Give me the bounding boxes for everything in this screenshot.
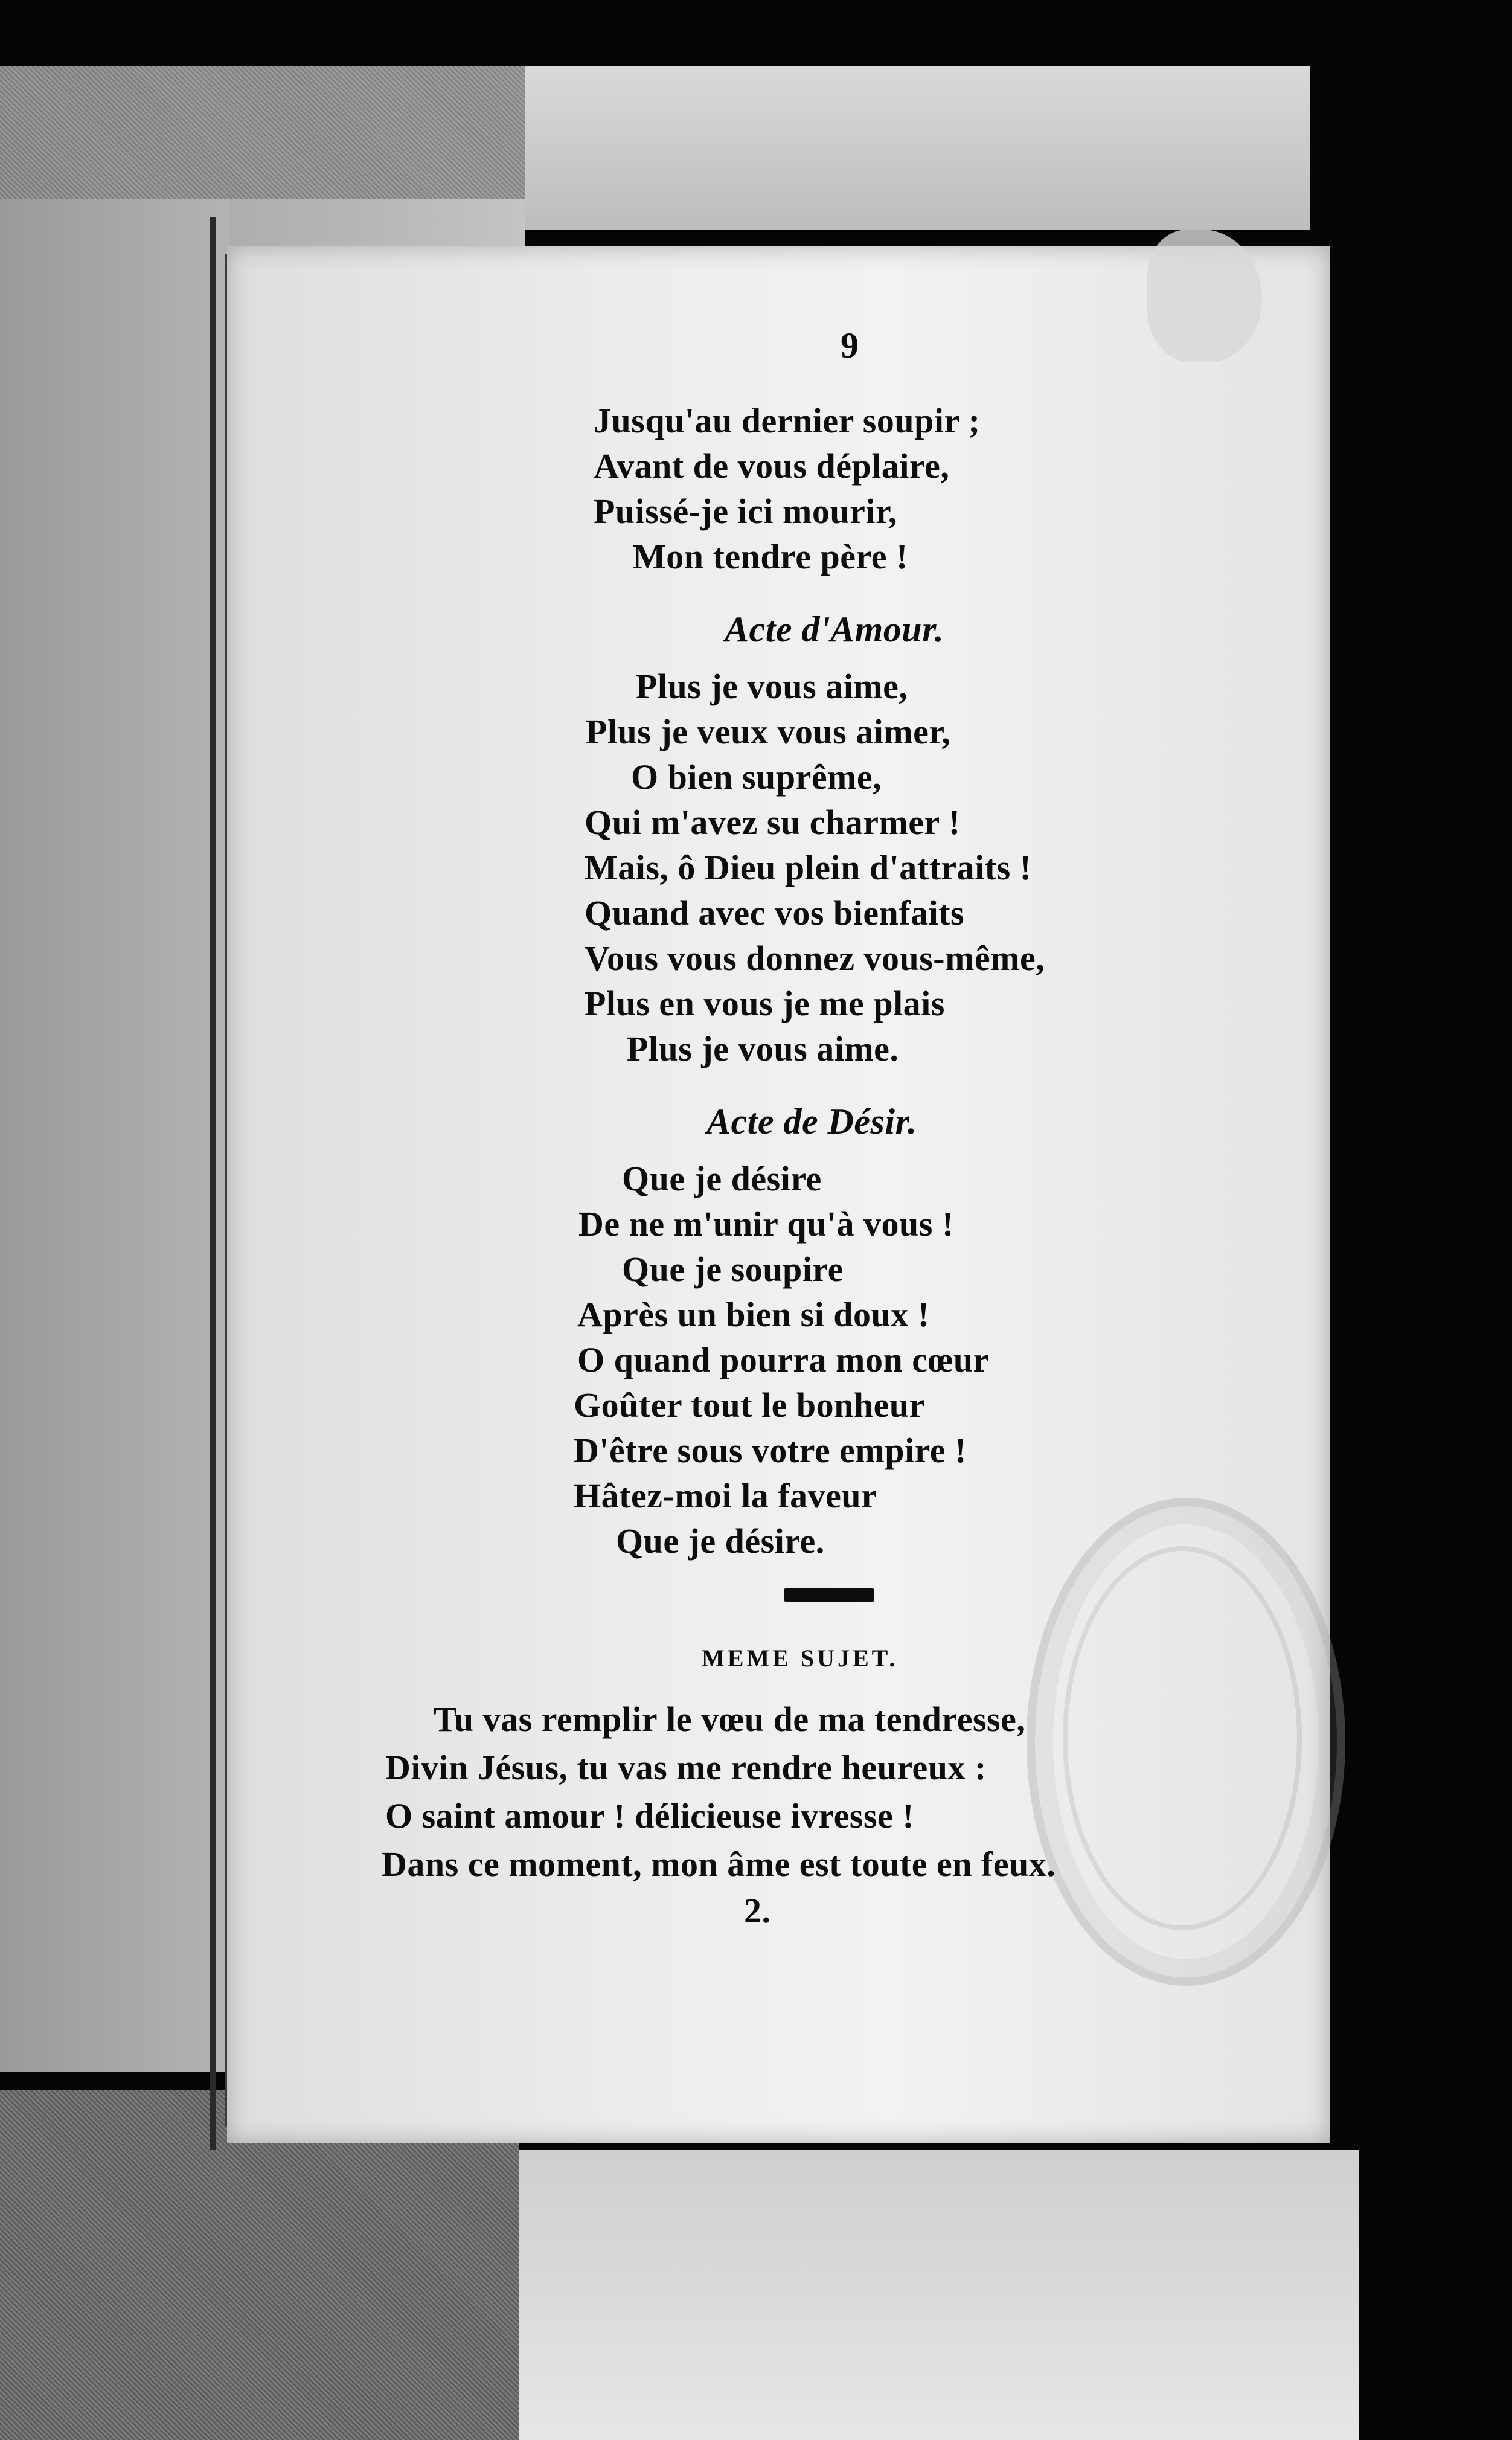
- verse-line: Dans ce moment, mon âme est toute en feux.: [382, 1844, 1056, 1884]
- verse-line: Plus je vous aime,: [636, 667, 908, 706]
- verse-line: Avant de vous déplaire,: [594, 446, 950, 486]
- section-heading-desir: Acte de Désir.: [706, 1102, 917, 1141]
- verse-line: Puissé-je ici mourir,: [594, 492, 897, 531]
- verse-line: Quand avec vos bienfaits: [585, 893, 965, 933]
- verse-line: Goûter tout le bonheur: [574, 1385, 925, 1425]
- verse-line: O quand pourra mon cœur: [577, 1340, 989, 1379]
- verse-line: Mais, ô Dieu plein d'attraits !: [585, 848, 1032, 887]
- verse-line: Plus je vous aime.: [627, 1029, 899, 1068]
- bottom-paper-strip: [519, 2150, 1359, 2440]
- top-paper-strip: [525, 66, 1310, 230]
- signature-mark: 2.: [744, 1891, 771, 1930]
- verse-line: Plus en vous je me plais: [585, 984, 945, 1023]
- gutter-line: [210, 217, 216, 2150]
- verse-line: Plus je veux vous aimer,: [586, 712, 951, 751]
- verse-line: Jusqu'au dernier soupir ;: [594, 401, 981, 440]
- verse-line: Vous vous donnez vous-même,: [585, 939, 1045, 978]
- page-number: 9: [841, 326, 859, 365]
- facing-page-edge: [0, 199, 229, 2072]
- verse-line: Mon tendre père !: [633, 537, 908, 576]
- verse-line: Que je soupire: [622, 1250, 844, 1289]
- section-divider-rule: [784, 1588, 874, 1602]
- verse-line: Divin Jésus, tu vas me rendre heureux :: [385, 1748, 987, 1787]
- verse-line: De ne m'unir qu'à vous !: [578, 1204, 954, 1244]
- section-heading-meme-sujet: MEME SUJET.: [702, 1645, 899, 1672]
- section-heading-amour: Acte d'Amour.: [725, 609, 944, 649]
- verse-line: Que je désire.: [616, 1521, 825, 1561]
- verse-line: Hâtez-moi la faveur: [574, 1476, 877, 1515]
- verse-line: O saint amour ! délicieuse ivresse !: [385, 1796, 915, 1835]
- verse-line: Après un bien si doux !: [577, 1295, 930, 1334]
- verse-line: Que je désire: [622, 1159, 822, 1198]
- library-stamp-inner-ring: [1063, 1546, 1302, 1930]
- verse-line: D'être sous votre empire !: [574, 1431, 967, 1470]
- verse-line: O bien suprême,: [631, 757, 882, 797]
- verse-line: Tu vas remplir le vœu de ma tendresse,: [434, 1700, 1026, 1739]
- cloth-texture-top: [0, 66, 525, 199]
- verse-line: Qui m'avez su charmer !: [585, 803, 961, 842]
